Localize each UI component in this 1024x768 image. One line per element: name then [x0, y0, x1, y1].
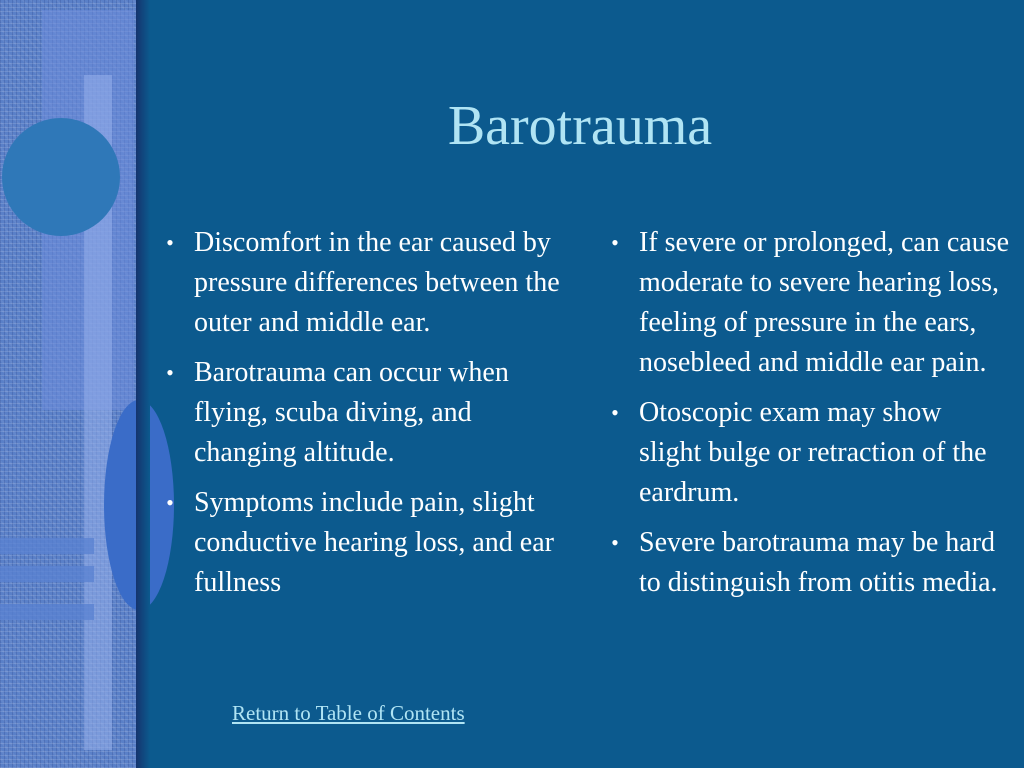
- left-bullet-list: [155, 223, 565, 613]
- bullet-text: Severe barotrauma may be hard to distinguish from otitis media.: [639, 527, 998, 598]
- bullet-item: [155, 353, 565, 473]
- bullet-item: [155, 223, 565, 343]
- bullet-icon: •: [611, 530, 619, 555]
- bullet-icon: •: [611, 230, 619, 255]
- bullet-item: [155, 483, 565, 603]
- bullet-text: Barotrauma can occur when flying, scuba diving, and changing altitude.: [194, 357, 509, 468]
- decorative-bar: [0, 538, 94, 554]
- bullet-text: Discomfort in the ear caused by pressure differences between the outer and middle ear.: [194, 227, 560, 338]
- bullet-icon: •: [166, 490, 174, 515]
- decorative-band-shadow: [136, 0, 150, 768]
- decorative-bar: [0, 566, 94, 582]
- bullet-text: Symptoms include pain, slight conductive hearing loss, and ear fullness: [194, 487, 554, 598]
- right-bullet-list: [600, 223, 1010, 613]
- bullet-text: If severe or prolonged, can cause moderate to severe hearing loss, feeling of pressure in the ears, nosebleed and middle ear pain.: [639, 227, 1010, 378]
- bullet-item: [600, 393, 1010, 513]
- bullet-icon: •: [166, 360, 174, 385]
- bullet-text: Otoscopic exam may show slight bulge or retraction of the eardrum.: [639, 397, 987, 508]
- decorative-bar: [0, 604, 94, 620]
- slide-title: Barotrauma: [447, 95, 713, 157]
- bullet-icon: •: [166, 230, 174, 255]
- bullet-icon: •: [611, 400, 619, 425]
- return-to-toc-link[interactable]: Return to Table of Contents: [232, 701, 465, 725]
- bullet-item: [600, 523, 1010, 603]
- bullet-item: [600, 223, 1010, 383]
- decorative-circle: [2, 118, 120, 236]
